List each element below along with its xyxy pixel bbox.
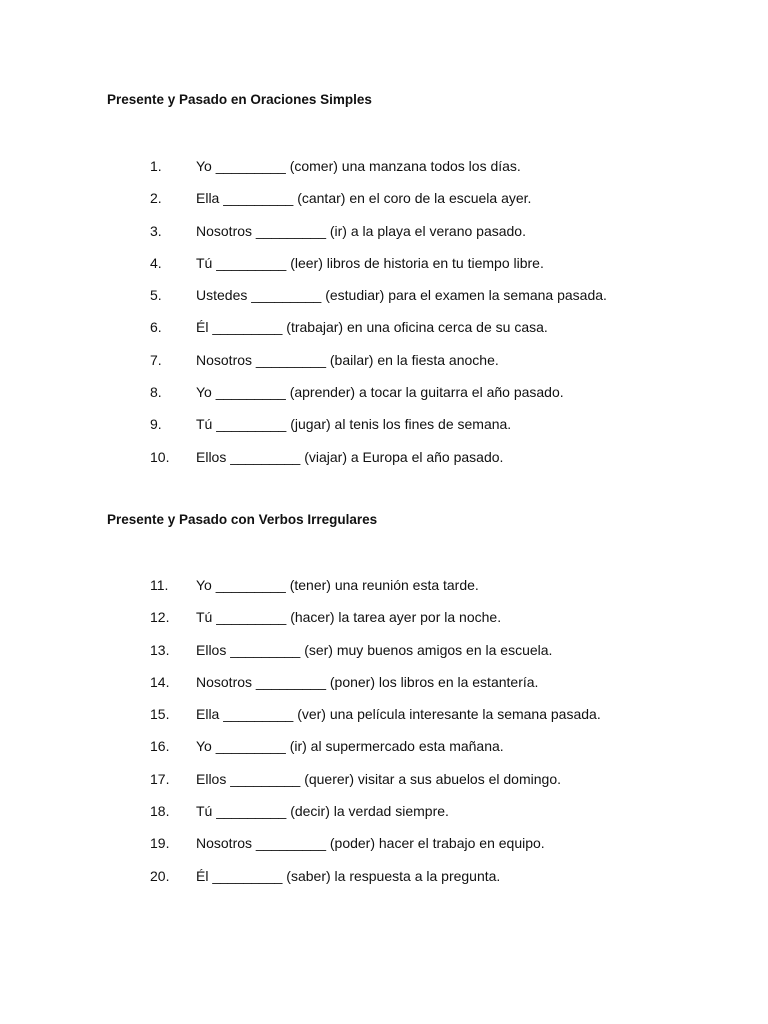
item-sentence: Ellos _________ (querer) visitar a sus abuelos el domingo. [196, 770, 561, 787]
list-item [0, 641, 768, 673]
item-sentence: Nosotros _________ (poner) los libros en la estantería. [196, 673, 539, 690]
item-sentence: Ella _________ (cantar) en el coro de la escuela ayer. [196, 190, 532, 207]
list-item [0, 608, 768, 640]
item-number: 17. [150, 770, 170, 787]
list-item [0, 802, 768, 834]
item-number: 11. [150, 577, 169, 593]
item-number: 2. [150, 190, 162, 207]
list-item [0, 448, 768, 480]
list-item [0, 705, 768, 737]
item-number: 7. [150, 351, 162, 368]
item-number: 14. [150, 673, 170, 690]
item-number: 10. [150, 448, 170, 465]
item-sentence: Nosotros _________ (ir) a la playa el verano pasado. [196, 222, 526, 239]
section-title: Presente y Pasado en Oraciones Simples [107, 92, 372, 107]
list-item [0, 770, 768, 802]
item-number: 12. [150, 609, 170, 626]
list-item [0, 286, 768, 318]
item-sentence: Nosotros _________ (poder) hacer el trabajo en equipo. [196, 835, 545, 852]
item-number: 9. [150, 416, 162, 433]
list-item [0, 673, 768, 705]
item-sentence: Yo _________ (tener) una reunión esta tarde. [196, 577, 479, 593]
item-sentence: Yo _________ (ir) al supermercado esta mañana. [196, 738, 504, 755]
item-number: 4. [150, 254, 162, 271]
item-number: 18. [150, 803, 170, 820]
item-number: 15. [150, 706, 170, 723]
exercise-list [0, 576, 768, 899]
item-sentence: Nosotros _________ (bailar) en la fiesta anoche. [196, 351, 499, 368]
item-sentence: Tú _________ (hacer) la tarea ayer por la noche. [196, 609, 502, 626]
list-item [0, 351, 768, 383]
list-item [0, 189, 768, 221]
item-number: 13. [150, 641, 170, 658]
list-item [0, 222, 768, 254]
list-item [0, 576, 768, 608]
item-sentence: Ella _________ (ver) una película interesante la semana pasada. [196, 706, 601, 723]
item-sentence: Ellos _________ (viajar) a Europa el año pasado. [196, 448, 504, 465]
item-number: 19. [150, 835, 170, 852]
item-number: 1. [150, 158, 162, 174]
item-sentence: Ustedes _________ (estudiar) para el examen la semana pasada. [196, 287, 607, 304]
section-title: Presente y Pasado con Verbos Irregulares [107, 512, 378, 527]
item-number: 20. [150, 867, 170, 884]
item-sentence: Él _________ (saber) la respuesta a la pregunta. [196, 867, 501, 884]
list-item [0, 415, 768, 447]
item-number: 3. [150, 222, 162, 239]
item-sentence: Ellos _________ (ser) muy buenos amigos en la escuela. [196, 641, 553, 658]
list-item [0, 318, 768, 350]
list-item [0, 867, 768, 899]
item-sentence: Yo _________ (comer) una manzana todos los días. [196, 158, 521, 174]
list-item [0, 834, 768, 866]
item-sentence: Él _________ (trabajar) en una oficina cerca de su casa. [196, 319, 548, 336]
item-sentence: Tú _________ (leer) libros de historia en tu tiempo libre. [196, 254, 544, 271]
item-number: 16. [150, 738, 170, 755]
item-number: 5. [150, 287, 162, 304]
item-sentence: Yo _________ (aprender) a tocar la guitarra el año pasado. [196, 384, 564, 401]
exercise-list [0, 157, 768, 480]
list-item [0, 157, 768, 189]
item-number: 6. [150, 319, 162, 336]
item-sentence: Tú _________ (decir) la verdad siempre. [196, 803, 449, 820]
list-item [0, 254, 768, 286]
item-number: 8. [150, 384, 162, 401]
list-item [0, 383, 768, 415]
list-item [0, 737, 768, 769]
item-sentence: Tú _________ (jugar) al tenis los fines de semana. [196, 416, 512, 433]
